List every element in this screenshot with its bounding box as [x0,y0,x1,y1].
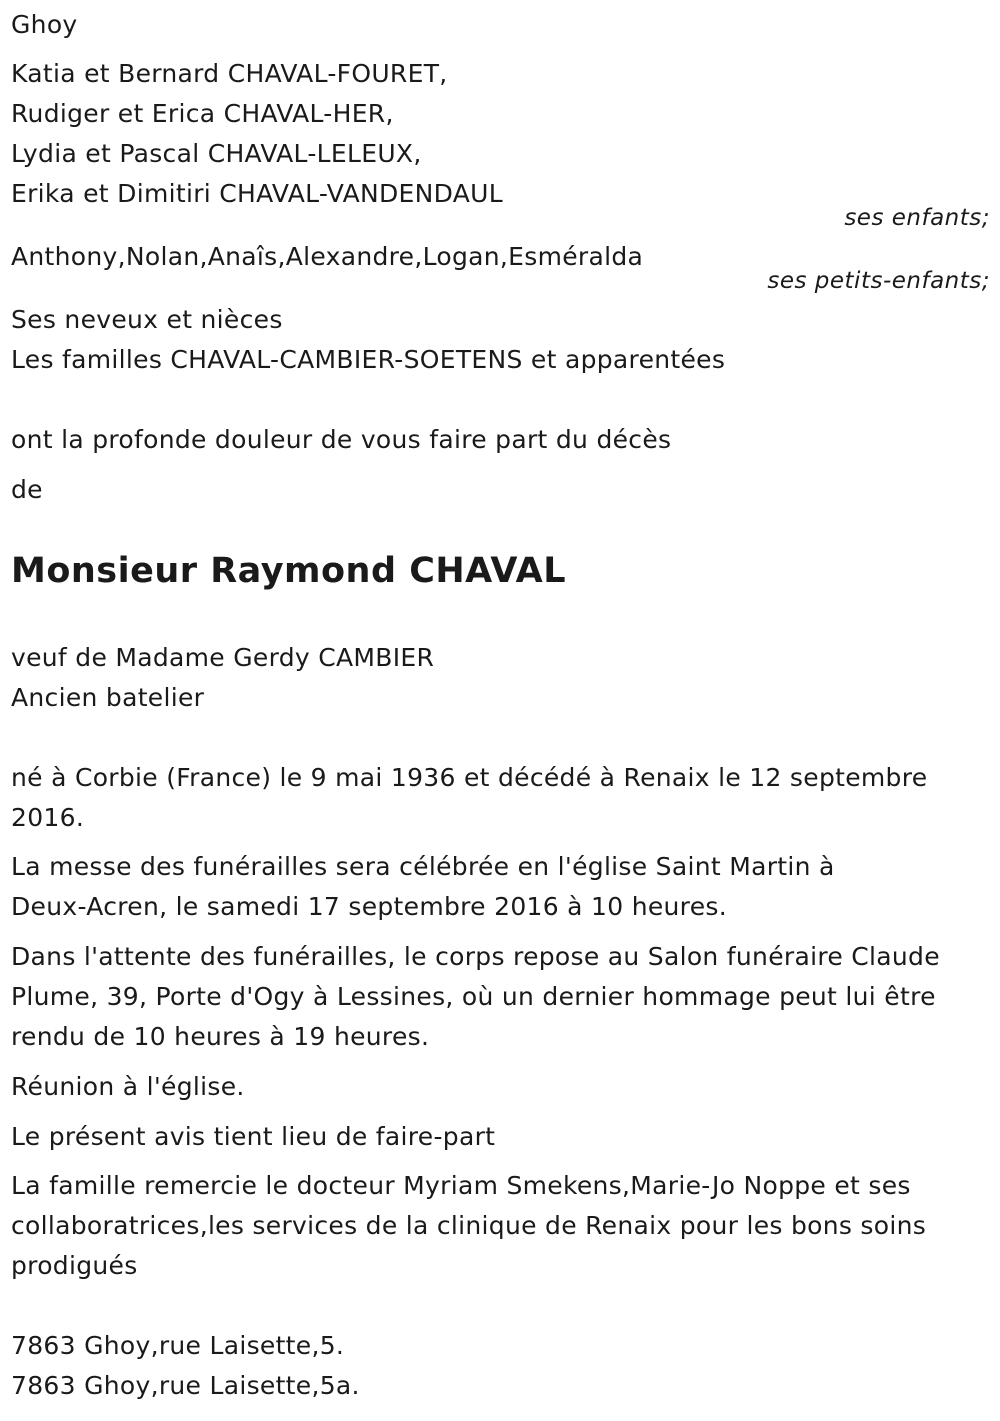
grandchildren-names: Anthony,Nolan,Anaîs,Alexandre,Logan,Esméralda [11,242,644,271]
deceased-name: Monsieur Raymond CHAVAL [11,551,566,591]
child-line-1: Katia et Bernard CHAVAL-FOURET, [11,59,448,88]
widower-line: veuf de Madame Gerdy CAMBIER [11,643,435,672]
rest-line-1: Dans l'attente des funérailles, le corps repose au Salon funéraire Claude [11,942,940,971]
thanks-line-2: collaboratrices,les services de la clinique de Renaix pour les bons soins [11,1211,927,1240]
birth-death-line-1: né à Corbie (France) le 9 mai 1936 et décédé à Renaix le 12 septembre [11,763,928,792]
thanks-line-1: La famille remercie le docteur Myriam Smekens,Marie-Jo Noppe et ses [11,1171,911,1200]
mass-line-2: Deux-Acren, le samedi 17 septembre 2016 à 10 heures. [11,892,727,921]
rest-line-2: Plume, 39, Porte d'Ogy à Lessines, où un dernier hommage peut lui être [11,982,936,1011]
rest-line-3: rendu de 10 heures à 19 heures. [11,1022,430,1051]
birth-death-line-2: 2016. [11,803,85,832]
relatives-line-2: Les familles CHAVAL-CAMBIER-SOETENS et apparentées [11,345,726,374]
children-role-label: ses enfants; [844,205,990,231]
child-line-3: Lydia et Pascal CHAVAL-LELEUX, [11,139,422,168]
child-line-2: Rudiger et Erica CHAVAL-HER, [11,99,394,128]
announcement-line-2: de [11,475,43,504]
address-line-1: 7863 Ghoy,rue Laisette,5. [11,1331,345,1360]
thanks-line-3: prodigués [11,1251,138,1280]
relatives-line-1: Ses neveux et nièces [11,305,283,334]
location-header: Ghoy [11,10,78,39]
announcement-line-1: ont la profonde douleur de vous faire part du décès [11,425,672,454]
address-line-2: 7863 Ghoy,rue Laisette,5a. [11,1371,360,1400]
grandchildren-role-label: ses petits-enfants; [767,268,990,294]
notice-line: Le présent avis tient lieu de faire-part [11,1122,496,1151]
meeting-line: Réunion à l'église. [11,1072,245,1101]
mass-line-1: La messe des funérailles sera célébrée en l'église Saint Martin à [11,852,835,881]
occupation-line: Ancien batelier [11,683,205,712]
child-line-4: Erika et Dimitiri CHAVAL-VANDENDAUL [11,179,503,208]
